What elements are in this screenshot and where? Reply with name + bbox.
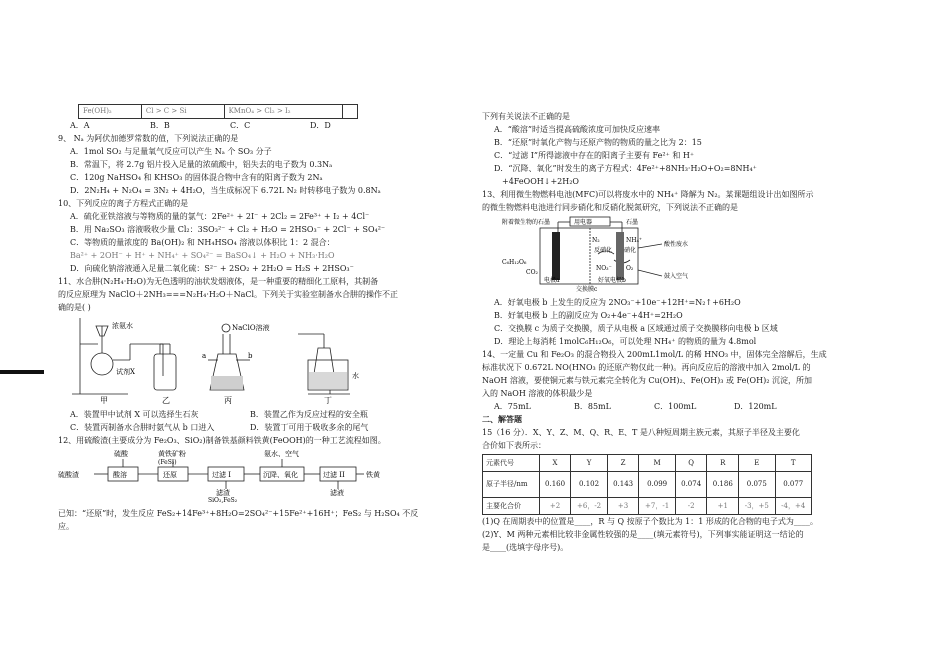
q11-option-c: C．装置丙制备水合肼时氨气从 b 口进入 — [70, 423, 215, 432]
q12-note: 应。 — [58, 522, 74, 531]
option-c: C．C — [230, 121, 251, 130]
q12-option-d-cont: +4FeOOH↓+2H₂O — [502, 177, 579, 186]
q10-option-a: A．硫化亚铁溶液与等物质的量的氯气：2Fe²⁺ + 2I⁻ + 2Cl₂ = 2Fe³⁺ + I₂ + 4Cl⁻ — [70, 212, 370, 221]
q14-stem: 入的 NaOH 溶液的体积最少是 — [482, 389, 593, 398]
table-row — [483, 455, 812, 472]
option-b: B．85mL — [574, 402, 611, 411]
table-cell: Cl > C > Si — [141, 105, 224, 119]
table-cell: R — [707, 455, 739, 472]
q13-stem: 13、利用微生物燃料电池(MFC)可以将废水中的 NH₄⁺ 降解为 N₂。某课题组设计出如图所示 — [482, 190, 814, 199]
q15-stem: 合价如下表所示： — [482, 441, 546, 450]
table-cell: +7，-1 — [639, 498, 675, 515]
flow-product: 铁黄 — [366, 471, 380, 479]
q12-option-d: D．“沉降、氧化”时发生的离子方程式：4Fe²⁺+8NH₃·H₂O+O₂=8NH₄⁺ — [494, 164, 757, 173]
table-cell: +6，-2 — [571, 498, 607, 515]
table-cell: X — [539, 455, 571, 472]
q12-note: 已知：“还原”时，发生反应 FeS₂+14Fe³⁺+8H₂O=2SO₄²⁻+15Fe²⁺+16H⁺；FeS₂ 与 H₂SO₄ 不反 — [58, 509, 419, 518]
label-membrane-c: 交换膜c — [576, 286, 598, 292]
table-cell: +2 — [539, 498, 571, 515]
label-naclo: NaClO溶液 — [232, 324, 270, 332]
q12-option-a: A．“酸溶”时适当提高硫酸浓度可加快反应速率 — [494, 125, 660, 134]
flow-output-residue: 滤渣 — [216, 489, 230, 497]
table-cell: Q — [675, 455, 707, 472]
q11-option-b: B．装置乙作为反应过程的安全瓶 — [250, 410, 368, 419]
q12-option-b: B．“还原”时氧化产物与还原产物的物质的量之比为 2：15 — [494, 138, 702, 147]
label-nh4: NH₄⁺ — [626, 237, 643, 244]
q11-stem: 确的是( ) — [58, 303, 91, 312]
q15-part-2: (2)Y、M 两种元素相比较非金属性较强的是____(填元素符号)，下列事实能证明这一结论的 — [482, 530, 804, 539]
electrode-a — [552, 232, 560, 280]
table-cell — [342, 105, 357, 119]
q9-option-d: D．2N₂H₄ + N₂O₄ = 3N₂ + 4H₂O，当生成标况下 6.72L N₂ 时转移电子数为 0.8Nₐ — [70, 186, 381, 195]
label-graphite: 石墨 — [626, 219, 639, 226]
flow-step-reduce: 还原 — [163, 471, 177, 479]
table-cell: 0.077 — [775, 472, 812, 498]
option-a: A．75mL — [494, 402, 531, 411]
label-port-a: a — [202, 352, 207, 360]
table-cell: 0.160 — [539, 472, 571, 498]
label-port-b: b — [248, 352, 253, 360]
flow-output-residue-formula: SiO₂,FeS₂ — [208, 497, 238, 503]
flow-step-settle-oxidize: 沉降、氧化 — [263, 471, 298, 479]
q8-options — [58, 119, 458, 132]
label-waste-water: 酸性废水 — [664, 241, 689, 248]
table-cell: 0.102 — [571, 472, 607, 498]
label-yi: 乙 — [162, 396, 170, 404]
q15-part-2-cont: 是____(选填字母序号)。 — [482, 543, 569, 552]
margin-bar — [0, 370, 44, 374]
label-water: 水 — [352, 372, 359, 380]
flow-step-acid-dissolve: 酸溶 — [113, 471, 127, 479]
table-cell: T — [775, 455, 812, 472]
flow-diagram — [58, 447, 388, 503]
option-d: D．D — [310, 121, 331, 130]
table-cell: -3，+5 — [739, 498, 775, 515]
q11-option-d: D．装置丁可用于吸收多余的尾气 — [250, 423, 369, 432]
table-cell: E — [739, 455, 775, 472]
option-d: D．120mL — [734, 402, 777, 411]
label-jia: 甲 — [100, 396, 108, 404]
label-nitrification: 硝化 — [624, 247, 637, 254]
q13-option-c: C．交换膜 c 为质子交换膜，质子从电极 a 区域通过质子交换膜移向电极 b 区域 — [494, 324, 778, 333]
label-glucose: C₆H₁₂O₆ — [502, 259, 527, 266]
q13-stem: 的微生物燃料电池进行同步硝化和反硝化脱氮研究，下列说法不正确的是 — [482, 203, 738, 212]
label-reagent-x: 试剂X — [116, 368, 135, 376]
label-electrode-b: 好氧电极b — [598, 277, 626, 284]
option-a: A．A — [70, 121, 90, 130]
left-column — [58, 104, 458, 533]
table-cell: 0.075 — [739, 472, 775, 498]
flow-input-ore-formula: (FeS₂) — [158, 459, 177, 466]
label-load: 用电器 — [574, 219, 593, 226]
q9-stem: 9、 Nₐ 为阿伏加德罗常数的值，下列说法正确的是 — [58, 134, 239, 143]
flow-input-gas: 氨水、空气 — [264, 450, 299, 458]
table-cell: Y — [571, 455, 607, 472]
label-o2: O₂ — [626, 265, 634, 272]
q11-options-ab — [58, 408, 458, 421]
label-electrode-a: 电极a — [544, 277, 560, 284]
table-cell: +3 — [607, 498, 639, 515]
water-fill — [309, 372, 347, 389]
q9-option-c: C．120g NaHSO₄ 和 KHSO₃ 的固体混合物中含有的阳离子数为 2Nₐ — [70, 173, 323, 182]
q15-stem: 15（16 分）．X、Y、Z、M、Q、R、E、T 是八种短周期主族元素，其原子半径及主要化 — [482, 428, 800, 437]
flow-step-filter-1: 过滤 I — [212, 471, 231, 479]
q13-option-b: B．好氧电极 b 上的副反应为 O₂+4e⁻+4H⁺=2H₂O — [494, 311, 683, 320]
q14-stem: 标准状况下 0.672L NO(HNO₃ 的还原产物仅此一种)。再向反应后的溶液中加入 2mol/L 的 — [482, 363, 811, 372]
option-c: C．100mL — [654, 402, 697, 411]
label-n2: N₂ — [592, 237, 600, 244]
right-column — [482, 110, 902, 554]
table-row — [483, 472, 812, 498]
q14-stem: 14、一定量 Cu 和 Fe₂O₃ 的混合物投入 200mL1mol/L 的稀 HNO₃ 中，固体完全溶解后，生成 — [482, 350, 827, 359]
label-air-in: 鼓入空气 — [664, 273, 689, 280]
liquid-fill — [211, 376, 243, 389]
label-no3: NO₃⁻ — [596, 265, 612, 272]
apparatus-figure — [68, 314, 368, 404]
flow-input-ore: 黄铁矿粉 — [158, 450, 186, 458]
flow-raw-material: 硫酸渣 — [58, 471, 79, 479]
table-cell: 0.099 — [639, 472, 675, 498]
element-table — [482, 454, 812, 515]
answer-table-fragment — [78, 104, 358, 119]
table-cell: -2 — [675, 498, 707, 515]
section-title: 二、解答题 — [482, 414, 522, 424]
table-cell: 0.186 — [707, 472, 739, 498]
q11-stem: 11、水合肼(N₂H₄·H₂O)为无色透明的油状发烟液体，是一种重要的精细化工原料，其制备 — [58, 277, 379, 286]
q10-stem: 10、下列反应的离子方程式正确的是 — [58, 199, 189, 208]
q13-option-d: D．理论上每消耗 1molC₆H₁₂O₆，可以处理 NH₄⁺ 的物质的量为 4.8mol — [494, 337, 757, 346]
q12-stem: 12、用硫酸渣(主要成分为 Fe₂O₃、SiO₂)制备铁基颜料铁黄(FeOOH)的一种工艺流程如图。 — [58, 436, 386, 445]
q11-option-a: A．装置甲中试剂 X 可以选择生石灰 — [70, 410, 199, 419]
table-cell: 原子半径/nm — [483, 472, 540, 498]
table-cell: +1 — [707, 498, 739, 515]
q9-option-a: A．1mol SO₂ 与足量氧气反应可以产生 Nₐ 个 SO₃ 分子 — [70, 147, 272, 156]
q11-options-cd — [58, 421, 458, 434]
flow-input-acid: 硫酸 — [114, 450, 128, 458]
q14-stem: NaOH 溶液，要使铜元素与铁元素完全转化为 Cu(OH)₂、Fe(OH)₃ 或 Fe(OH)₂ 沉淀，所加 — [482, 376, 812, 385]
q10-option-d: D．向硫化钠溶液通入足量二氧化硫：S²⁻ + 2SO₂ + 2H₂O = H₂S + 2HSO₃⁻ — [70, 264, 354, 273]
table-cell: KMnO₄ > Cl₂ > I₂ — [224, 105, 342, 119]
label-bing: 丙 — [224, 396, 232, 404]
table-cell: 主要化合价 — [483, 498, 540, 515]
q12-question: 下列有关说法不正确的是 — [482, 112, 570, 121]
q14-options — [482, 400, 902, 413]
q11-stem: 的反应原理为 NaClO＋2NH₃===N₂H₄·H₂O＋NaCl。下列关于实验室制备水合肼的操作不正 — [58, 290, 399, 299]
table-cell: M — [639, 455, 675, 472]
table-cell: 0.143 — [607, 472, 639, 498]
table-row — [483, 498, 812, 515]
q13-option-a: A．好氧电极 b 上发生的反应为 2NO₃⁻+10e⁻+12H⁺=N₂↑+6H₂O — [494, 298, 741, 307]
q15-part-1: (1)Q 在周期表中的位置是____，R 与 Q 按原子个数比为 1：1 形成的化合物的电子式为____。 — [482, 517, 818, 526]
q10-option-c-equation: Ba²⁺ + 2OH⁻ + H⁺ + NH₄⁺ + SO₄²⁻ = BaSO₄↓ + H₂O + NH₃·H₂O — [70, 251, 335, 260]
table-cell: Fe(OH)₂ — [79, 105, 142, 119]
label-co2: CO₂ — [526, 269, 538, 276]
label-denitrification: 反硝化 — [594, 247, 613, 254]
label-nh3: 浓氨水 — [112, 322, 133, 330]
flow-step-filter-2: 过滤 II — [323, 471, 345, 479]
q9-option-b: B．常温下，将 2.7g 铝片投入足量的浓硫酸中，铝失去的电子数为 0.3Nₐ — [70, 160, 333, 169]
table-cell: 0.074 — [675, 472, 707, 498]
label-bio-graphite: 附着微生物的石墨 — [502, 219, 551, 226]
q10-option-c: C．等物质的量浓度的 Ba(OH)₂ 和 NH₄HSO₄ 溶液以体积比 1：2 混合： — [70, 238, 335, 247]
mfc-figure — [502, 214, 732, 292]
label-ding: 丁 — [324, 396, 332, 404]
q12-option-c: C．“过滤 I”所得滤液中存在的阳离子主要有 Fe²⁺ 和 H⁺ — [494, 151, 695, 160]
table-cell: Z — [607, 455, 639, 472]
table-cell: 元素代号 — [483, 455, 540, 472]
option-b: B．B — [150, 121, 170, 130]
q10-option-b: B．用 Na₂SO₃ 溶液吸收少量 Cl₂：3SO₃²⁻ + Cl₂ + H₂O = 2HSO₃⁻ + 2Cl⁻ + SO₄²⁻ — [70, 225, 386, 234]
flow-output-filtrate: 滤液 — [330, 489, 344, 497]
electrode-b — [616, 232, 624, 280]
table-cell: -4，+4 — [775, 498, 812, 515]
